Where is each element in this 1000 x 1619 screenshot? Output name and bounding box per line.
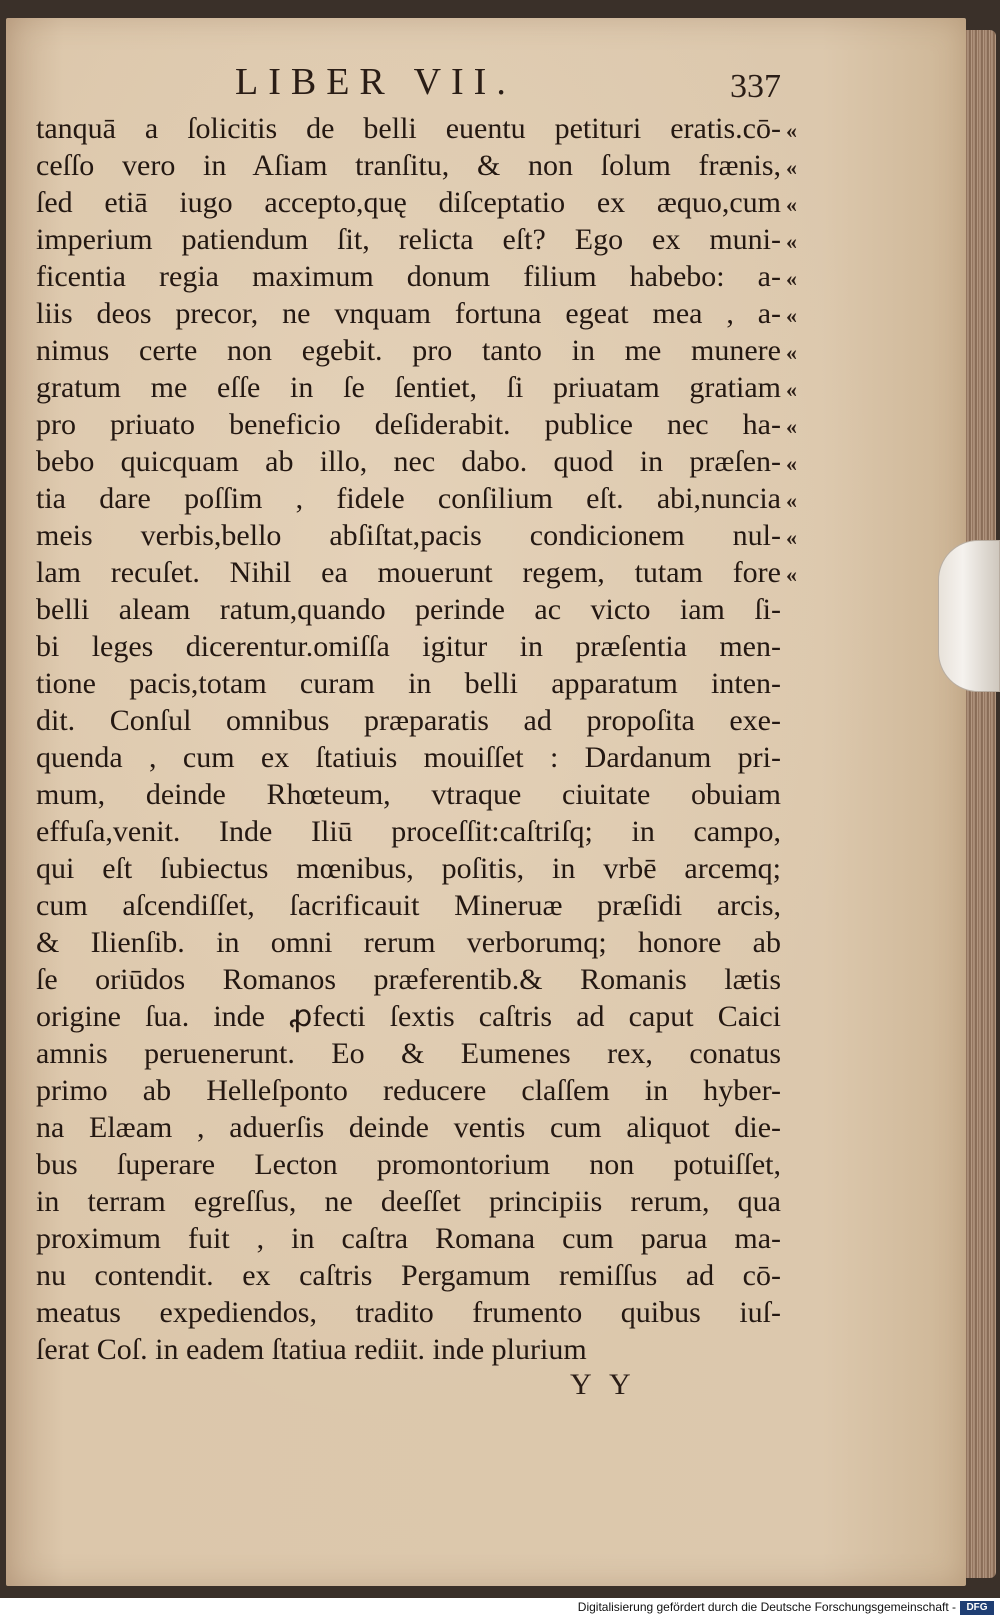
text-line: na Elæam , aduerſis deinde ventis cum aliquot die- bbox=[36, 1111, 781, 1144]
margin-quote-mark: « bbox=[786, 229, 797, 254]
margin-quote-mark: « bbox=[786, 118, 797, 143]
text-line: imperium patiendum ſit, relicta eſt? Ego ex muni- bbox=[36, 223, 781, 256]
text-line: dit. Conſul omnibus præparatis ad propoſita exe- bbox=[36, 704, 781, 737]
margin-quote-mark: « bbox=[786, 377, 797, 402]
footer-credit: Digitalisierung gefördert durch die Deutsche Forschungsgemeinschaft - bbox=[577, 1600, 956, 1614]
body-text bbox=[36, 110, 781, 1368]
text-line: mum, deinde Rhœteum, vtraque ciuitate obuiam bbox=[36, 778, 781, 811]
text-line: ſe oriūdos Romanos præferentib.& Romanis lætis bbox=[36, 963, 781, 996]
margin-quote-marks bbox=[786, 112, 816, 593]
margin-quote-mark: « bbox=[786, 155, 797, 180]
text-line: meatus expediendos, tradito frumento quibus iuſ- bbox=[36, 1296, 781, 1329]
margin-quote-mark: « bbox=[786, 414, 797, 439]
book-page-edges bbox=[966, 30, 996, 1578]
text-line: belli aleam ratum,quando perinde ac victo iam ſi- bbox=[36, 593, 781, 626]
signature-mark: Y Y bbox=[570, 1368, 637, 1401]
text-line: gratum me eſſe in ſe ſentiet, ſi priuatam gratiam bbox=[36, 371, 781, 404]
text-line: ficentia regia maximum donum filium habebo: a- bbox=[36, 260, 781, 293]
margin-quote-mark: « bbox=[786, 266, 797, 291]
margin-quote-mark: « bbox=[786, 340, 797, 365]
margin-quote-mark: « bbox=[786, 562, 797, 587]
text-line: bebo quicquam ab illo, nec dabo. quod in præſen- bbox=[36, 445, 781, 478]
text-line: meis verbis,bello abſiſtat,pacis condicionem nul- bbox=[36, 519, 781, 552]
text-line: lam recuſet. Nihil ea mouerunt regem, tutam fore bbox=[36, 556, 781, 589]
margin-quote-mark: « bbox=[786, 525, 797, 550]
text-line: tione pacis,totam curam in belli apparatum inten- bbox=[36, 667, 781, 700]
margin-quote-mark: « bbox=[786, 192, 797, 217]
text-line: ſerat Coſ. in eadem ſtatiua rediit. inde plurium bbox=[36, 1333, 587, 1366]
text-line: origine ſua. inde ꝓfecti ſextis caſtris ad caput Caici bbox=[36, 1000, 781, 1033]
text-line: primo ab Helleſponto reducere claſſem in hyber- bbox=[36, 1074, 781, 1107]
text-line: ceſſo vero in Aſiam tranſitu, & non ſolum frænis, bbox=[36, 149, 781, 182]
page-header bbox=[235, 60, 795, 110]
text-line: effuſa,venit. Inde Iliū proceſſit:caſtriſq; in campo, bbox=[36, 815, 781, 848]
margin-quote-mark: « bbox=[786, 451, 797, 476]
text-line: & Ilienſib. in omni rerum verborumq; honore ab bbox=[36, 926, 781, 959]
margin-quote-mark: « bbox=[786, 303, 797, 328]
text-line: in terram egreſſus, ne deeſſet principiis rerum, qua bbox=[36, 1185, 781, 1218]
text-line: nu contendit. ex caſtris Pergamum remiſſus ad cō- bbox=[36, 1259, 781, 1292]
text-line: quenda , cum ex ſtatiuis mouiſſet : Dardanum pri- bbox=[36, 741, 781, 774]
text-line: pro priuato beneficio deſiderabit. publice nec ha- bbox=[36, 408, 781, 441]
margin-quote-mark: « bbox=[786, 488, 797, 513]
text-line: nimus certe non egebit. pro tanto in me munere bbox=[36, 334, 781, 367]
text-line: bi leges dicerentur.omiſſa igitur in præſentia men- bbox=[36, 630, 781, 663]
running-title: LIBER VII. bbox=[235, 61, 516, 103]
text-line: bus ſuperare Lecton promontorium non potuiſſet, bbox=[36, 1148, 781, 1181]
page-tab-marker bbox=[938, 540, 1000, 692]
text-line: ſed etiā iugo accepto,quę diſceptatio ex æquo,cum bbox=[36, 186, 781, 219]
text-line: qui eſt ſubiectus mœnibus, poſitis, in vrbē arcemq; bbox=[36, 852, 781, 885]
text-line: liis deos precor, ne vnquam fortuna egeat mea , a- bbox=[36, 297, 781, 330]
footer-bar bbox=[0, 1598, 1000, 1619]
text-line: tanquā a ſolicitis de belli euentu petituri eratis.cō- bbox=[36, 112, 781, 145]
text-line: proximum fuit , in caſtra Romana cum parua ma- bbox=[36, 1222, 781, 1255]
text-line: amnis peruenerunt. Eo & Eumenes rex, conatus bbox=[36, 1037, 781, 1070]
dfg-logo: DFG bbox=[960, 1601, 994, 1615]
page-number: 337 bbox=[730, 68, 781, 105]
text-line: cum aſcendiſſet, ſacrificauit Mineruæ præſidi arcis, bbox=[36, 889, 781, 922]
text-line: tia dare poſſim , fidele conſilium eſt. abi,nuncia bbox=[36, 482, 781, 515]
